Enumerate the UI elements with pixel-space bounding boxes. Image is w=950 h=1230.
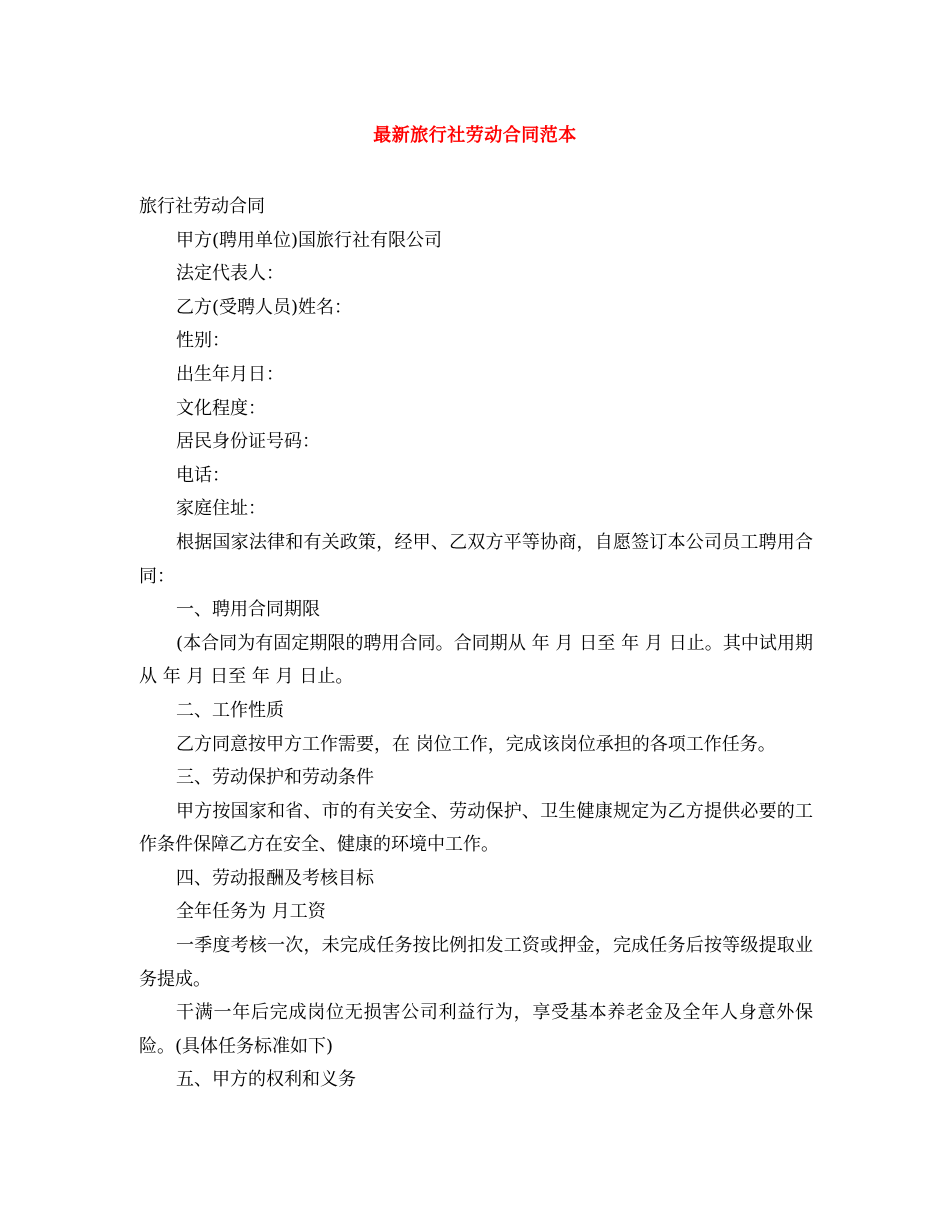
paragraph-assessment: 一季度考核一次，未完成任务按比例扣发工资或押金，完成任务后按等级提取业务提成。 [139, 935, 813, 990]
paragraph-benefits: 干满一年后完成岗位无损害公司利益行为，享受基本养老金及全年人身意外保险。(具体任务标准如下) [139, 1002, 813, 1057]
section-heading-5: 五、甲方的权利和义务 [176, 1069, 356, 1091]
paragraph-education: 文化程度： [176, 397, 266, 419]
paragraph-legal-rep: 法定代表人： [176, 263, 284, 285]
document-body [139, 190, 813, 1097]
paragraph-id-number: 居民身份证号码： [176, 431, 320, 453]
paragraph-gender: 性别： [176, 330, 230, 352]
section-heading-1: 一、聘用合同期限 [176, 599, 320, 621]
paragraph-term: (本合同为有固定期限的聘用合同。合同期从 年 月 日至 年 月 日止。其中试用期从 年 月 日至 年 月 日止。 [139, 632, 813, 688]
section-heading-3: 三、劳动保护和劳动条件 [176, 767, 374, 789]
paragraph-birthdate: 出生年月日： [176, 363, 284, 385]
paragraph-annual-task: 全年任务为 月工资 [176, 901, 326, 923]
paragraph-party-a: 甲方(聘用单位)国旅行社有限公司 [176, 229, 443, 251]
document-title: 最新旅行社劳动合同范本 [373, 125, 577, 146]
paragraph-address: 家庭住址： [176, 498, 266, 520]
paragraph-protection: 甲方按国家和省、市的有关安全、劳动保护、卫生健康规定为乙方提供必要的工作条件保障乙方在安全、健康的环境中工作。 [139, 800, 813, 856]
paragraph-work-nature: 乙方同意按甲方工作需要，在 岗位工作，完成该岗位承担的各项工作任务。 [176, 733, 776, 755]
paragraph-preamble: 根据国家法律和有关政策，经甲、乙双方平等协商，自愿签订本公司员工聘用合同： [139, 531, 813, 587]
section-heading-4: 四、劳动报酬及考核目标 [176, 867, 374, 889]
paragraph-phone: 电话： [176, 464, 230, 486]
paragraph-heading: 旅行社劳动合同 [139, 196, 265, 217]
paragraph-party-b-name: 乙方(受聘人员)姓名： [176, 296, 353, 318]
section-heading-2: 二、工作性质 [176, 699, 284, 721]
